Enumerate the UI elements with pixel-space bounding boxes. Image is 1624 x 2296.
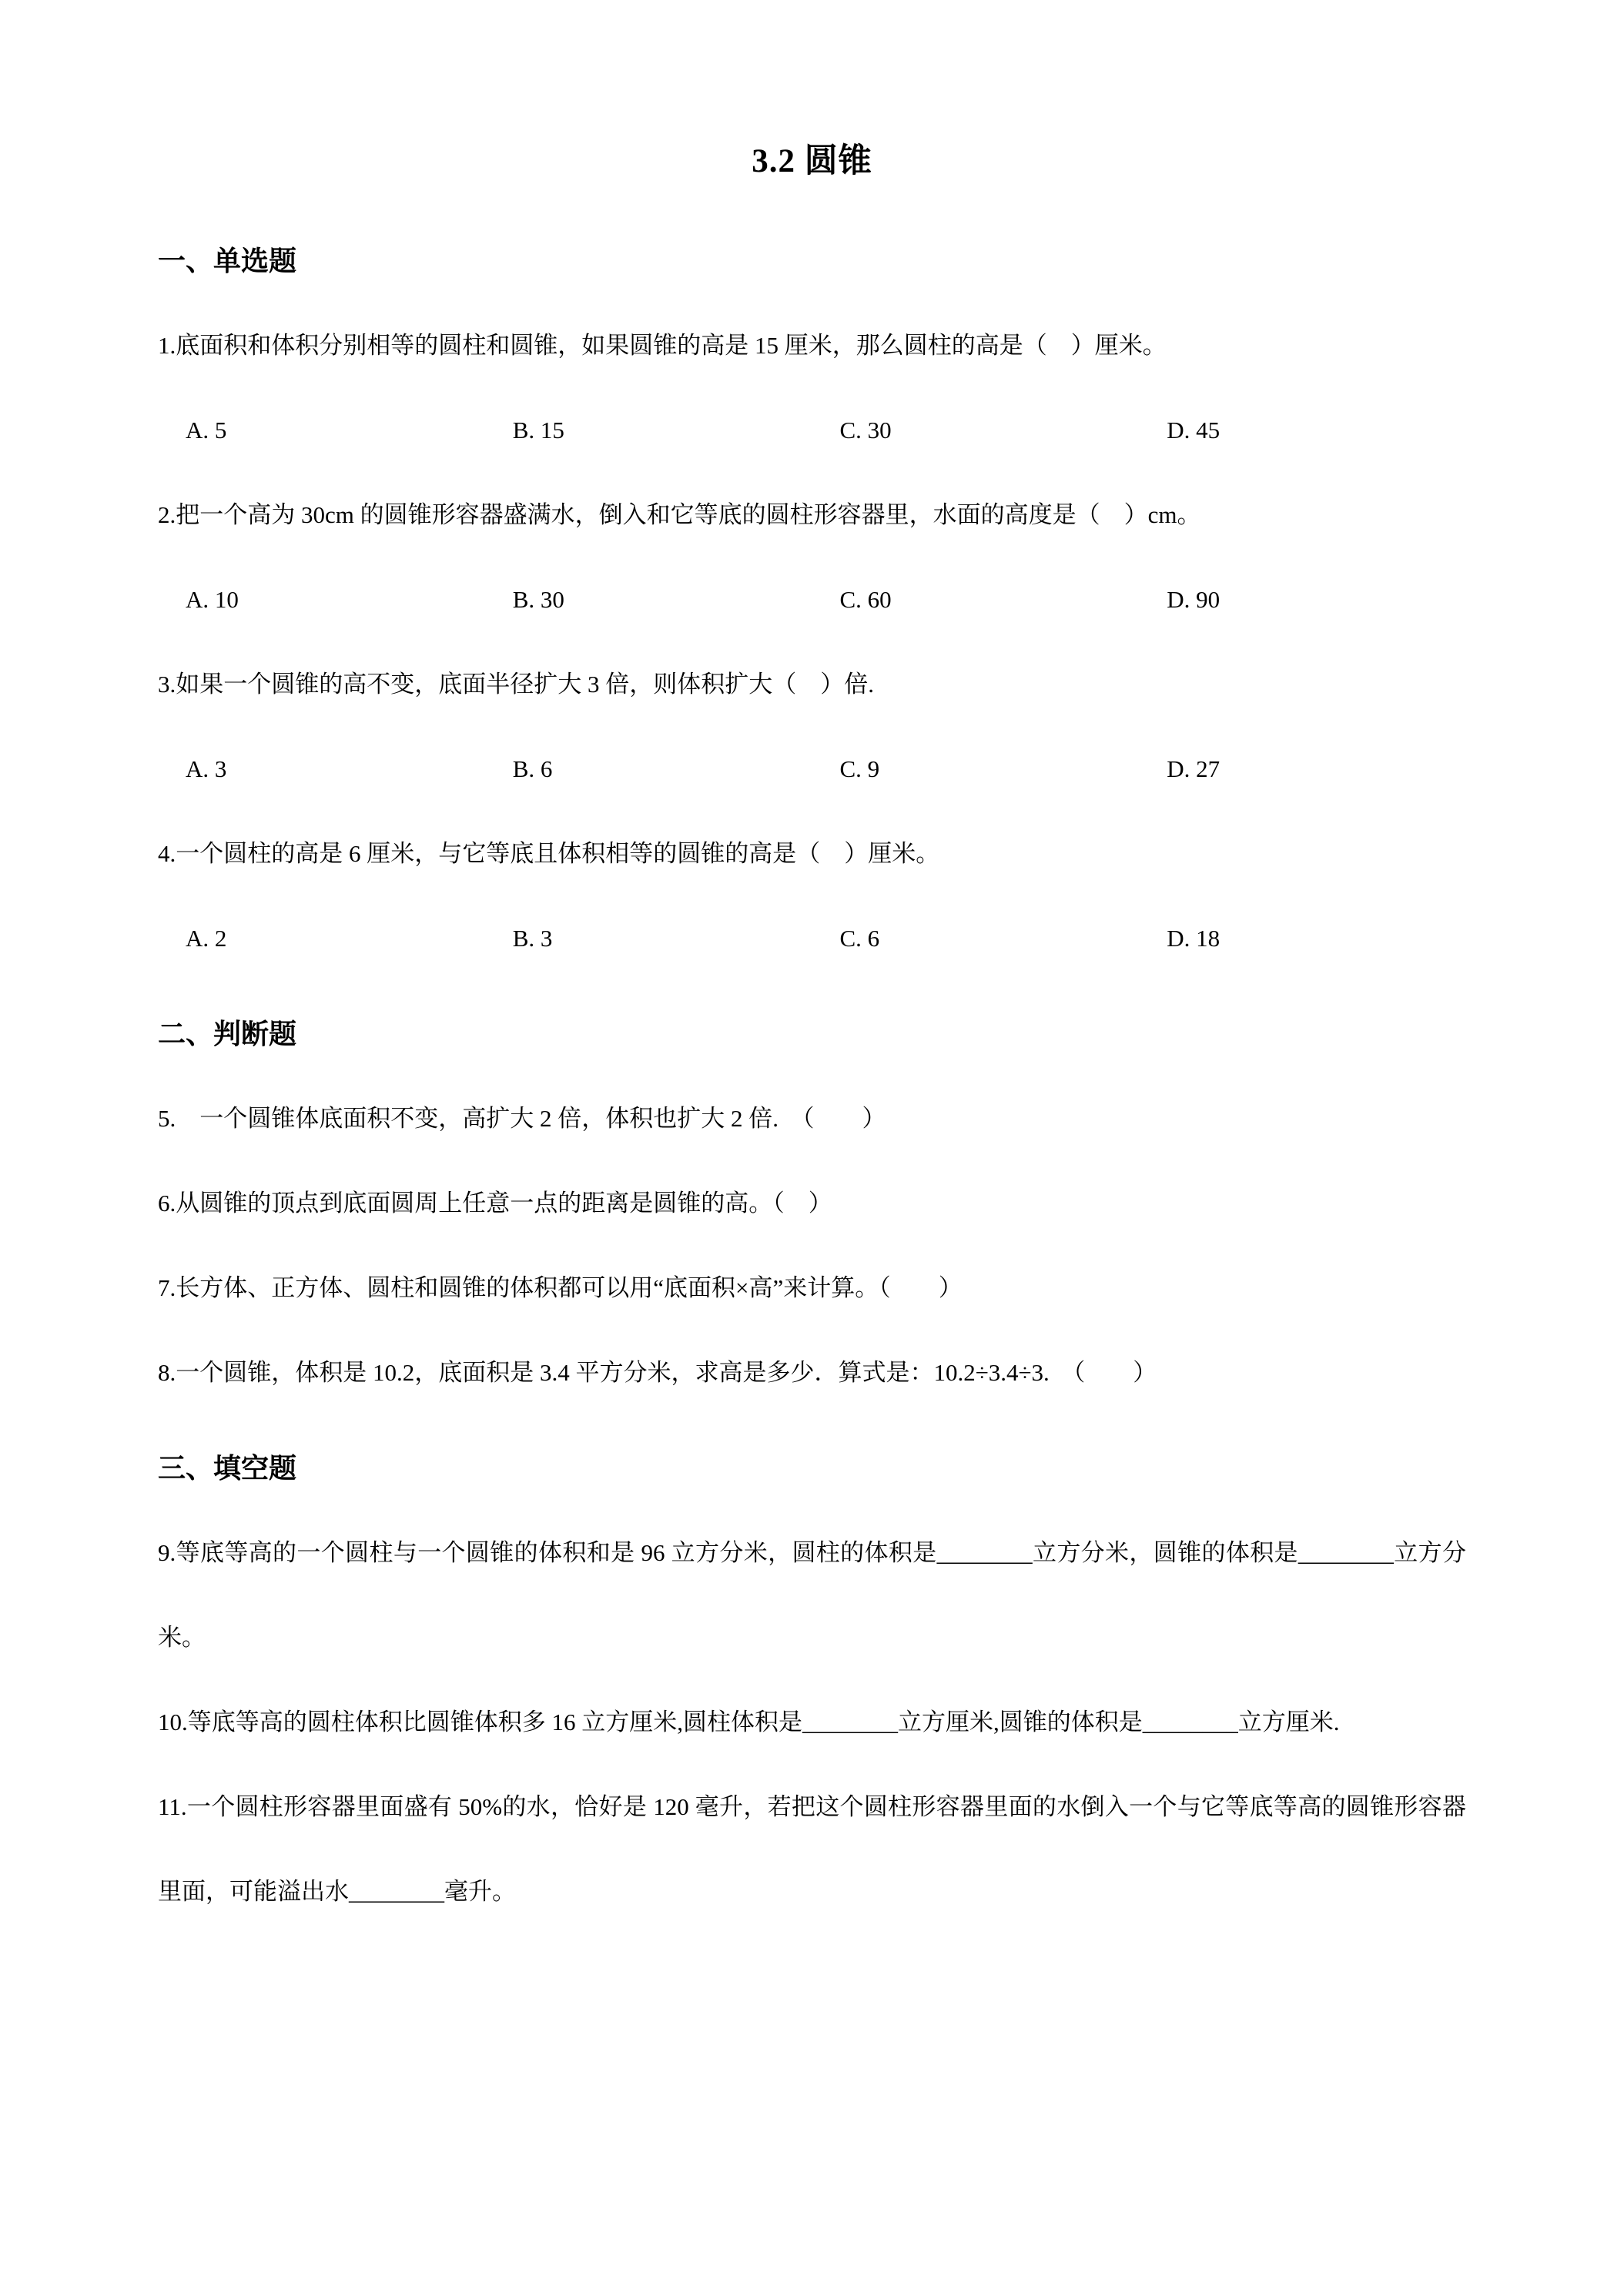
question-8-text: 8.一个圆锥，体积是 10.2，底面积是 3.4 平方分米，求高是多少．算式是：10.2÷3.4÷3. （ ） (158, 1359, 1157, 1386)
option-b: B. 6 (512, 755, 553, 782)
option-a: A. 10 (186, 586, 239, 613)
question-1-text: 1.底面积和体积分别相等的圆柱和圆锥，如果圆锥的高是 15 厘米，那么圆柱的高是（ ）厘米。 (158, 332, 1167, 359)
question-2-text: 2.把一个高为 30cm 的圆锥形容器盛满水，倒入和它等底的圆柱形容器里，水面的高度是（ ）cm。 (158, 501, 1201, 528)
question-5-text: 5. 一个圆锥体底面积不变，高扩大 2 倍，体积也扩大 2 倍. （ ） (158, 1105, 886, 1132)
option-c: C. 30 (839, 417, 892, 443)
option-a: A. 2 (186, 925, 227, 952)
option-d: D. 27 (1167, 755, 1221, 782)
question-9-text: 9.等底等高的一个圆柱与一个圆锥的体积和是 96 立方分米，圆柱的体积是________立方分米，圆锥的体积是________立方分米。 (158, 1539, 1466, 1651)
question-9 (158, 1511, 1466, 1680)
question-3 (158, 642, 1466, 812)
page-title: 3.2 圆锥 (752, 143, 872, 179)
question-6-text: 6.从圆锥的顶点到底面圆周上任意一点的距离是圆锥的高。（ ） (158, 1190, 832, 1217)
option-c: C. 6 (839, 925, 880, 952)
section-heading-fill-blank: 三、填空题 (158, 1453, 297, 1484)
option-c: C. 9 (839, 755, 880, 782)
option-a: A. 5 (186, 417, 227, 443)
question-7 (158, 1246, 1466, 1330)
option-c: C. 60 (839, 586, 892, 613)
question-3-options (158, 727, 1466, 812)
question-3-text: 3.如果一个圆锥的高不变，底面半径扩大 3 倍，则体积扩大（ ）倍. (158, 671, 874, 698)
question-8 (158, 1330, 1466, 1415)
question-11-text: 11.一个圆柱形容器里面盛有 50%的水，恰好是 120 毫升，若把这个圆柱形容器里面的水倒入一个与它等底等高的圆锥形容器里面，可能溢出水________毫升。 (158, 1793, 1466, 1905)
option-d: D. 45 (1167, 417, 1221, 443)
section-heading-single-choice: 一、单选题 (158, 246, 297, 276)
option-b: B. 15 (512, 417, 564, 443)
question-4-text: 4.一个圆柱的高是 6 厘米，与它等底且体积相等的圆锥的高是（ ）厘米。 (158, 840, 940, 867)
question-6 (158, 1161, 1466, 1246)
question-2 (158, 473, 1466, 642)
question-10-text: 10.等底等高的圆柱体积比圆锥体积多 16 立方厘米,圆柱体积是________立方厘米,圆锥的体积是________立方厘米. (158, 1709, 1340, 1735)
question-2-options (158, 557, 1466, 642)
section-heading-judgement: 二、判断题 (158, 1019, 297, 1049)
question-10 (158, 1680, 1466, 1765)
question-1 (158, 303, 1466, 473)
question-1-options (158, 388, 1466, 473)
question-11 (158, 1765, 1466, 1934)
question-4-options (158, 896, 1466, 981)
question-5 (158, 1076, 1466, 1161)
option-d: D. 90 (1167, 586, 1221, 613)
question-7-text: 7.长方体、正方体、圆柱和圆锥的体积都可以用“底面积×高”来计算。（ ） (158, 1274, 963, 1301)
option-d: D. 18 (1167, 925, 1221, 952)
option-b: B. 30 (512, 586, 564, 613)
question-4 (158, 812, 1466, 981)
option-a: A. 3 (186, 755, 227, 782)
option-b: B. 3 (512, 925, 553, 952)
